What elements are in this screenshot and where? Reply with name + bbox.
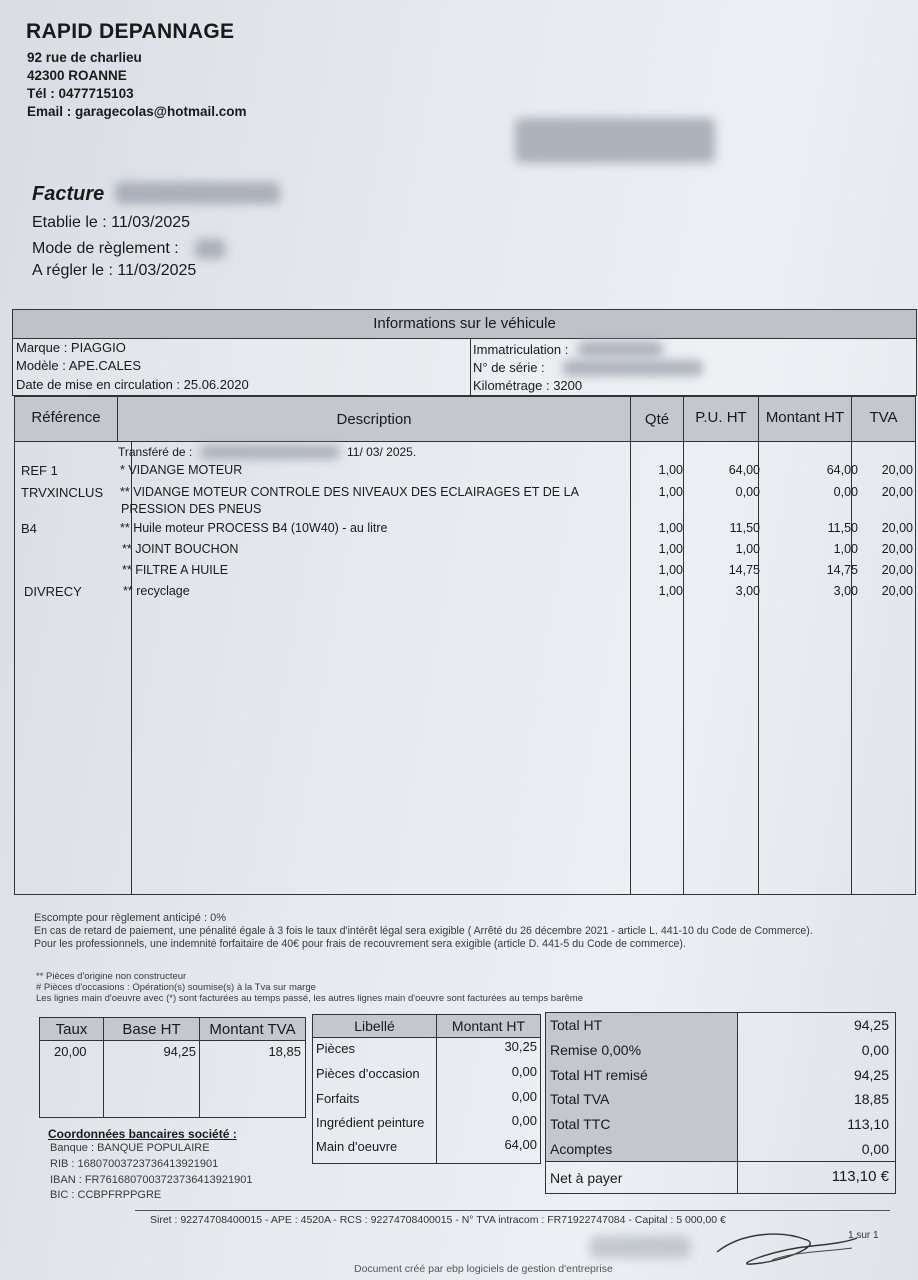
- recovery-fee-note: Pour les professionnels, une indemnité forfaitaire de 40€ pour frais de recouvrement sera exigible (article D. 441-5 du Code de commerce).: [34, 938, 686, 950]
- totals-table: [545, 1012, 896, 1194]
- row-ref: REF 1: [21, 463, 58, 478]
- company-city: 42300 ROANNE: [27, 68, 127, 83]
- vat-col-rate: Taux: [55, 1021, 88, 1038]
- row-pu: 3,00: [735, 584, 760, 598]
- due-label: A régler le :: [32, 262, 113, 279]
- discount-note: Escompte pour règlement anticipé : 0%: [34, 912, 226, 924]
- breakdown-value: 0,00: [511, 1089, 537, 1104]
- bank-rib: RIB : 16807003723736413921901: [50, 1158, 219, 1170]
- bank-title: Coordonnées bancaires société :: [48, 1127, 237, 1141]
- totals-label: Total HT remisé: [550, 1067, 648, 1083]
- transfer-date: 11/ 03/ 2025.: [347, 445, 417, 459]
- breakdown-label: Forfaits: [316, 1091, 360, 1106]
- table-row: [15, 584, 915, 604]
- redacted-payment-mode: [195, 239, 225, 259]
- totals-label: Acomptes: [550, 1141, 613, 1157]
- footer-divider: [135, 1210, 890, 1211]
- breakdown-label: Ingrédient peinture: [316, 1115, 425, 1130]
- due-row: [32, 262, 196, 280]
- vat-base: 94,25: [163, 1044, 196, 1059]
- company-email: Email : garagecolas@hotmail.com: [27, 104, 247, 119]
- vehicle-circulation-date: Date de mise en circulation : 25.06.2020: [16, 377, 249, 392]
- breakdown-label: Pièces d'occasion: [316, 1066, 420, 1081]
- col-vat: TVA: [869, 409, 898, 426]
- transfer-label: Transféré de :: [118, 445, 193, 459]
- row-ref: B4: [21, 521, 37, 536]
- late-payment-note: En cas de retard de paiement, une pénalité égale à 3 fois le taux d'intérêt légal sera exigible ( Arrêté du 26 décembre 2021 - article L. 441-10 du Code de Commerce).: [34, 925, 813, 937]
- row-desc: ** FILTRE A HUILE: [122, 563, 229, 577]
- row-qty: 1,00: [658, 463, 683, 477]
- row-desc: ** VIDANGE MOTEUR CONTROLE DES NIVEAUX DES ECLAIRAGES ET DE LA: [120, 485, 579, 499]
- bank-bic: BIC : CCBPFRPPGRE: [50, 1189, 162, 1201]
- breakdown-label: Pièces: [316, 1041, 356, 1056]
- row-qty: 1,00: [658, 584, 683, 598]
- issued-label: Etablie le :: [32, 214, 107, 231]
- vehicle-plate-label: Immatriculation :: [473, 342, 569, 357]
- totals-value: 94,25: [853, 1017, 889, 1033]
- col-unit-price: P.U. HT: [695, 409, 747, 426]
- breakdown-value: 64,00: [504, 1137, 537, 1152]
- net-to-pay-label: Net à payer: [550, 1170, 623, 1186]
- row-ref: DIVRECY: [24, 584, 82, 599]
- row-pu: 64,00: [728, 463, 760, 477]
- bank-name: Banque : BANQUE POPULAIRE: [50, 1142, 210, 1154]
- row-pu: 0,00: [735, 485, 760, 499]
- row-amount: 3,00: [833, 584, 858, 598]
- vehicle-model: Modèle : APE.CALES: [16, 358, 142, 373]
- row-qty: 1,00: [658, 521, 683, 535]
- vat-amount: 18,85: [268, 1044, 301, 1059]
- row-vat: 20,00: [881, 584, 913, 598]
- row-vat: 20,00: [881, 485, 913, 499]
- row-desc: ** Huile moteur PROCESS B4 (10W40) - au litre: [120, 521, 388, 535]
- row-desc: * VIDANGE MOTEUR: [120, 463, 243, 477]
- issued-date: 11/03/2025: [111, 214, 191, 231]
- redacted-transfer-source: [200, 445, 340, 459]
- vehicle-box: [12, 309, 917, 396]
- issued-row: [32, 214, 190, 232]
- row-amount: 64,00: [826, 463, 858, 477]
- breakdown-value: 0,00: [511, 1113, 537, 1128]
- vehicle-serial-label: N° de série :: [473, 360, 545, 375]
- col-amount: Montant HT: [765, 409, 845, 426]
- company-address: 92 rue de charlieu: [27, 50, 142, 65]
- breakdown-table: [312, 1014, 541, 1164]
- totals-value: 113,10: [847, 1116, 889, 1132]
- table-row: [15, 563, 915, 583]
- totals-label: Total TVA: [550, 1091, 610, 1107]
- breakdown-value: 30,25: [504, 1039, 537, 1054]
- row-pu: 11,50: [729, 521, 760, 535]
- breakdown-col-label: Libellé: [354, 1018, 395, 1034]
- totals-value: 0,00: [861, 1141, 889, 1157]
- table-row: [15, 521, 915, 541]
- table-row: [15, 485, 915, 521]
- totals-value: 94,25: [853, 1067, 889, 1083]
- vat-rate: 20,00: [54, 1044, 87, 1059]
- net-to-pay-value: 113,10 €: [831, 1168, 889, 1185]
- vehicle-mileage: Kilométrage : 3200: [473, 378, 583, 393]
- due-date: 11/03/2025: [117, 262, 197, 279]
- lines-table: [14, 396, 916, 895]
- row-amount: 11,50: [827, 521, 858, 535]
- breakdown-value: 0,00: [511, 1064, 537, 1079]
- totals-value: 18,85: [853, 1091, 889, 1107]
- row-vat: 20,00: [881, 542, 913, 556]
- breakdown-col-amount: Montant HT: [451, 1018, 526, 1034]
- col-reference: Référence: [31, 409, 101, 426]
- row-desc: ** recyclage: [123, 584, 190, 598]
- row-amount: 1,00: [833, 542, 858, 556]
- row-vat: 20,00: [881, 563, 913, 577]
- redacted-invoice-number: [115, 182, 280, 204]
- redacted-stamp: [590, 1236, 690, 1258]
- row-qty: 1,00: [658, 563, 683, 577]
- totals-label: Total TTC: [550, 1116, 611, 1132]
- signature-icon: [712, 1222, 862, 1272]
- invoice-title: Facture: [32, 183, 105, 205]
- breakdown-label: Main d'oeuvre: [316, 1139, 398, 1154]
- row-ref: TRVXINCLUS: [21, 485, 104, 500]
- vehicle-brand: Marque : PIAGGIO: [16, 340, 126, 355]
- row-desc: ** JOINT BOUCHON: [122, 542, 239, 556]
- row-pu: 1,00: [735, 542, 760, 556]
- redacted-serial: [563, 360, 703, 376]
- row-pu: 14,75: [728, 563, 760, 577]
- redacted-plate: [578, 341, 663, 357]
- row-vat: 20,00: [881, 463, 913, 477]
- row-qty: 1,00: [658, 542, 683, 556]
- company-phone: Tél : 0477715103: [27, 86, 134, 101]
- vat-col-base: Base HT: [122, 1021, 181, 1038]
- col-qty: Qté: [644, 411, 670, 428]
- vat-col-amount: Montant TVA: [209, 1021, 296, 1038]
- footnote-labour: Les lignes main d'oeuvre avec (*) sont facturées au temps passé, les autres lignes main d'oeuvre sont facturées au temps barême: [36, 993, 583, 1004]
- vehicle-header: Informations sur le véhicule: [373, 315, 556, 332]
- row-amount: 0,00: [833, 485, 858, 499]
- table-row: [15, 463, 915, 483]
- payment-mode-label: Mode de règlement :: [32, 240, 179, 257]
- legal-footer: Siret : 92274708400015 - APE : 4520A - RCS : 92274708400015 - N° TVA intracom : FR71922747084 - Capital : 5 000,00 €: [150, 1214, 726, 1226]
- page-number: 1 sur 1: [848, 1230, 879, 1241]
- bank-iban: IBAN : FR7616807003723736413921901: [50, 1174, 253, 1186]
- col-description: Description: [336, 411, 412, 428]
- totals-value: 0,00: [861, 1042, 889, 1058]
- totals-label: Total HT: [550, 1017, 603, 1033]
- totals-label: Remise 0,00%: [550, 1042, 642, 1058]
- row-amount: 14,75: [826, 563, 858, 577]
- table-row: [15, 542, 915, 562]
- company-name: RAPID DEPANNAGE: [26, 20, 235, 43]
- row-qty: 1,00: [658, 485, 683, 499]
- vat-table: [39, 1017, 306, 1118]
- row-vat: 20,00: [881, 521, 913, 535]
- footnote-used-parts: # Pièces d'occasions : Opération(s) soumise(s) à la Tva sur marge: [36, 982, 316, 993]
- redacted-client-block: [515, 118, 715, 163]
- created-by: Document créé par ebp logiciels de gestion d'entreprise: [354, 1263, 613, 1275]
- footnote-parts: ** Pièces d'origine non constructeur: [36, 971, 187, 982]
- row-desc-cont: PRESSION DES PNEUS: [121, 502, 262, 516]
